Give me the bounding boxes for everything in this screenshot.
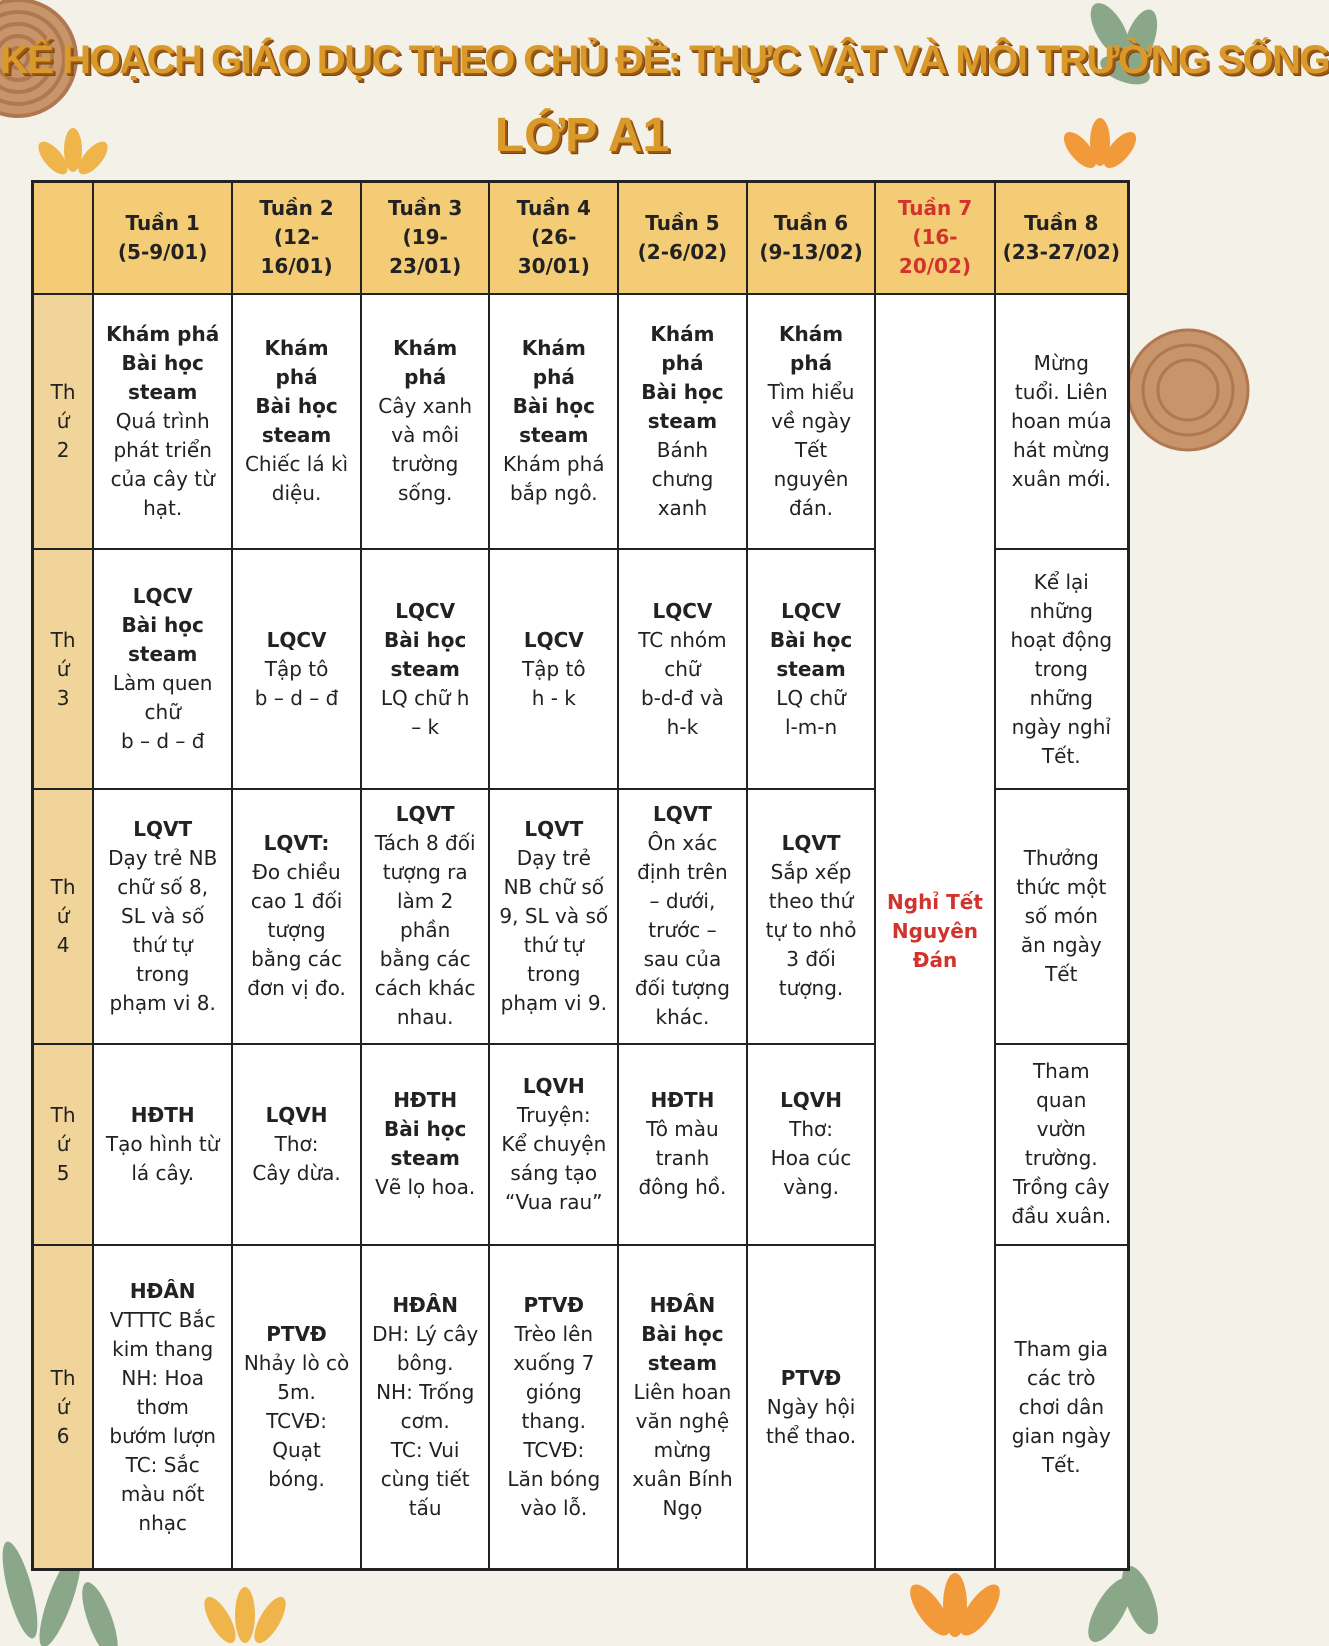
- week-header: Tuần 1 (5-9/01): [93, 182, 232, 294]
- activity-description: Bánh chưng xanh: [651, 437, 714, 520]
- activity-title: HĐÂN Bài học steam: [641, 1293, 724, 1376]
- week-header-holiday: Tuần 7 (16-20/02): [875, 182, 994, 294]
- activity-description: Dạy trẻ NB chữ số 8, SL và số thứ tự trong phạm vi 8.: [108, 845, 218, 1015]
- activity-title: LQCV Bài học steam: [769, 598, 853, 681]
- activity-cell: [361, 549, 490, 789]
- activity-title: HĐTH: [650, 1088, 715, 1113]
- activity-description: Nhảy lò cò 5m. TCVĐ: Quạt bóng.: [243, 1351, 350, 1492]
- activity-description: Liên hoan văn nghệ mừng xuân Bính Ngọ: [632, 1380, 733, 1521]
- activity-cell: [995, 549, 1129, 789]
- activity-cell: [93, 549, 232, 789]
- activity-cell: [747, 1245, 876, 1569]
- activity-description: LQ chữ h – k: [380, 685, 470, 739]
- activity-title: LQVT: [395, 802, 455, 827]
- activity-cell: [489, 1245, 618, 1569]
- activity-description: Tìm hiểu về ngày Tết nguyên đán.: [767, 379, 855, 520]
- activity-cell: [232, 1044, 361, 1245]
- activity-title: LQVH: [780, 1088, 843, 1113]
- activity-description: VTTTC Bắc kim thang NH: Hoa thơm bướm lượn TC: Sắc màu nốt nhạc: [109, 1307, 216, 1535]
- activity-description: Cây xanh và môi trường sống.: [378, 394, 473, 506]
- activity-title: HĐÂN: [129, 1278, 196, 1303]
- activity-title: Khám phá Bài học steam: [641, 321, 724, 433]
- week-header: Tuần 6 (9-13/02): [747, 182, 876, 294]
- activity-description: Tập tô h - k: [521, 656, 586, 710]
- activity-description: Mừng tuổi. Liên hoan múa hát mừng xuân mới.: [1010, 350, 1112, 491]
- activity-description: Tham quan vườn trường. Trồng cây đầu xuân.: [1011, 1059, 1112, 1229]
- activity-cell: [618, 1245, 747, 1569]
- activity-description: Thơ: Cây dừa.: [252, 1131, 341, 1185]
- activity-cell: [618, 1044, 747, 1245]
- activity-cell: [93, 789, 232, 1044]
- activity-title: HĐÂN: [392, 1293, 459, 1318]
- activity-cell: [489, 549, 618, 789]
- activity-title: LQCV: [523, 627, 584, 652]
- day-label: Th ứ 4: [33, 789, 94, 1044]
- activity-description: Khám phá bắp ngô.: [503, 452, 605, 506]
- activity-cell: [747, 789, 876, 1044]
- activity-title: PTVĐ: [780, 1365, 842, 1390]
- activity-description: Tô màu tranh đông hồ.: [638, 1117, 727, 1200]
- activity-cell: [489, 789, 618, 1044]
- activity-title: Khám phá Bài học steam: [512, 336, 595, 448]
- activity-cell: [232, 789, 361, 1044]
- activity-title: Khám phá Bài học steam: [255, 336, 338, 448]
- day-label: Th ứ 6: [33, 1245, 94, 1569]
- activity-cell: [232, 294, 361, 550]
- schedule-table: [31, 180, 1130, 1571]
- activity-cell: [93, 294, 232, 550]
- activity-description: Quá trình phát triển của cây từ hạt.: [110, 408, 215, 520]
- activity-title: HĐTH: [130, 1102, 195, 1127]
- activity-title: PTVĐ: [523, 1293, 585, 1318]
- activity-cell: [618, 294, 747, 550]
- activity-title: PTVĐ: [266, 1322, 327, 1347]
- week-header: Tuần 3 (19-23/01): [361, 182, 490, 294]
- activity-title: LQCV Bài học steam: [383, 598, 467, 681]
- activity-description: Tách 8 đối tượng ra làm 2 phần bằng các cách khác nhau.: [374, 831, 476, 1030]
- activity-title: LQVT: [524, 816, 584, 841]
- activity-cell: [232, 1245, 361, 1569]
- activity-cell: [747, 294, 876, 550]
- activity-title: LQVT: [781, 831, 841, 856]
- activity-description: Ngày hội thể thao.: [765, 1394, 857, 1448]
- activity-title: LQCV: [652, 598, 713, 623]
- activity-cell: [618, 549, 747, 789]
- day-label: Th ứ 3: [33, 549, 94, 789]
- activity-title: LQVT:: [263, 831, 330, 856]
- activity-title: Khám phá: [393, 336, 458, 390]
- activity-cell: [747, 1044, 876, 1245]
- activity-cell: [361, 789, 490, 1044]
- activity-description: Đo chiều cao 1 đối tượng bằng các đơn vị đo.: [247, 860, 346, 1001]
- activity-cell: [995, 294, 1129, 550]
- week-header: Tuần 8 (23-27/02): [995, 182, 1129, 294]
- activity-description: LQ chữ l-m-n: [776, 685, 846, 739]
- activity-description: DH: Lý cây bông. NH: Trống cơm. TC: Vui cùng tiết tấu: [372, 1322, 479, 1521]
- day-label: Th ứ 5: [33, 1044, 94, 1245]
- activity-description: Tạo hình từ lá cây.: [105, 1131, 220, 1185]
- activity-cell: [995, 789, 1129, 1044]
- activity-description: Thưởng thức một số món ăn ngày Tết: [1016, 845, 1107, 986]
- activity-cell: [232, 549, 361, 789]
- day-label: Th ứ 2: [33, 294, 94, 550]
- activity-cell: [489, 1044, 618, 1245]
- activity-title: Khám phá: [779, 321, 844, 375]
- week-header: Tuần 2 (12-16/01): [232, 182, 361, 294]
- activity-title: LQVT: [652, 802, 712, 827]
- page-title: KẾ HOẠCH GIÁO DỤC THEO CHỦ ĐỀ: THỰC VẬT VÀ MÔI TRƯỜNG SỐNG: [0, 38, 1329, 82]
- activity-cell: [747, 549, 876, 789]
- activity-cell: [361, 294, 490, 550]
- activity-title: Khám phá Bài học steam: [106, 321, 220, 404]
- activity-cell: [361, 1245, 490, 1569]
- activity-title: HĐTH Bài học steam: [383, 1088, 467, 1171]
- activity-title: LQVH: [265, 1102, 328, 1127]
- activity-cell: [361, 1044, 490, 1245]
- activity-description: Tập tô b – d – đ: [254, 656, 339, 710]
- activity-description: Trèo lên xuống 7 gióng thang. TCVĐ: Lăn bóng vào lỗ.: [507, 1322, 601, 1521]
- header-row: [33, 182, 1129, 294]
- activity-title: LQCV: [266, 627, 327, 652]
- activity-cell: [995, 1044, 1129, 1245]
- activity-cell: [93, 1044, 232, 1245]
- activity-cell: [618, 789, 747, 1044]
- activity-description: Sắp xếp theo thứ tự to nhỏ 3 đối tượng.: [765, 860, 857, 1001]
- activity-description: Vẽ lọ hoa.: [375, 1175, 476, 1200]
- activity-title: LQVT: [133, 816, 193, 841]
- activity-title: LQVH: [522, 1073, 585, 1098]
- activity-description: Tham gia các trò chơi dân gian ngày Tết.: [1011, 1336, 1111, 1477]
- leaf-decoration-bottom-right: [870, 1560, 1164, 1646]
- activity-description: TC nhóm chữ b-d-đ và h-k: [638, 627, 727, 739]
- activity-description: Ôn xác định trên – dưới, trước – sau của đối tượng khác.: [634, 831, 730, 1030]
- activity-cell: [995, 1245, 1129, 1569]
- activity-description: Chiếc lá kì diệu.: [244, 452, 349, 506]
- activity-description: Dạy trẻ NB chữ số 9, SL và số thứ tự trong phạm vi 9.: [499, 845, 609, 1015]
- week-header: Tuần 5 (2-6/02): [618, 182, 747, 294]
- activity-description: Kể lại những hoạt động trong những ngày nghỉ Tết.: [1010, 569, 1113, 768]
- activity-description: Thơ: Hoa cúc vàng.: [770, 1117, 852, 1200]
- corner-cell: [33, 182, 94, 294]
- activity-description: Truyện: Kể chuyện sáng tạo “Vua rau”: [501, 1102, 607, 1214]
- activity-title: LQCV Bài học steam: [121, 584, 204, 667]
- class-title: LỚP A1: [494, 109, 670, 162]
- day-row: [33, 294, 1129, 550]
- activity-cell: [489, 294, 618, 550]
- holiday-cell: Nghỉ Tết Nguyên Đán: [875, 294, 994, 1570]
- tree-ring-decoration-right: [1128, 325, 1164, 455]
- activity-cell: [93, 1245, 232, 1569]
- week-header: Tuần 4 (26-30/01): [489, 182, 618, 294]
- activity-description: Làm quen chữ b – d – đ: [112, 671, 213, 754]
